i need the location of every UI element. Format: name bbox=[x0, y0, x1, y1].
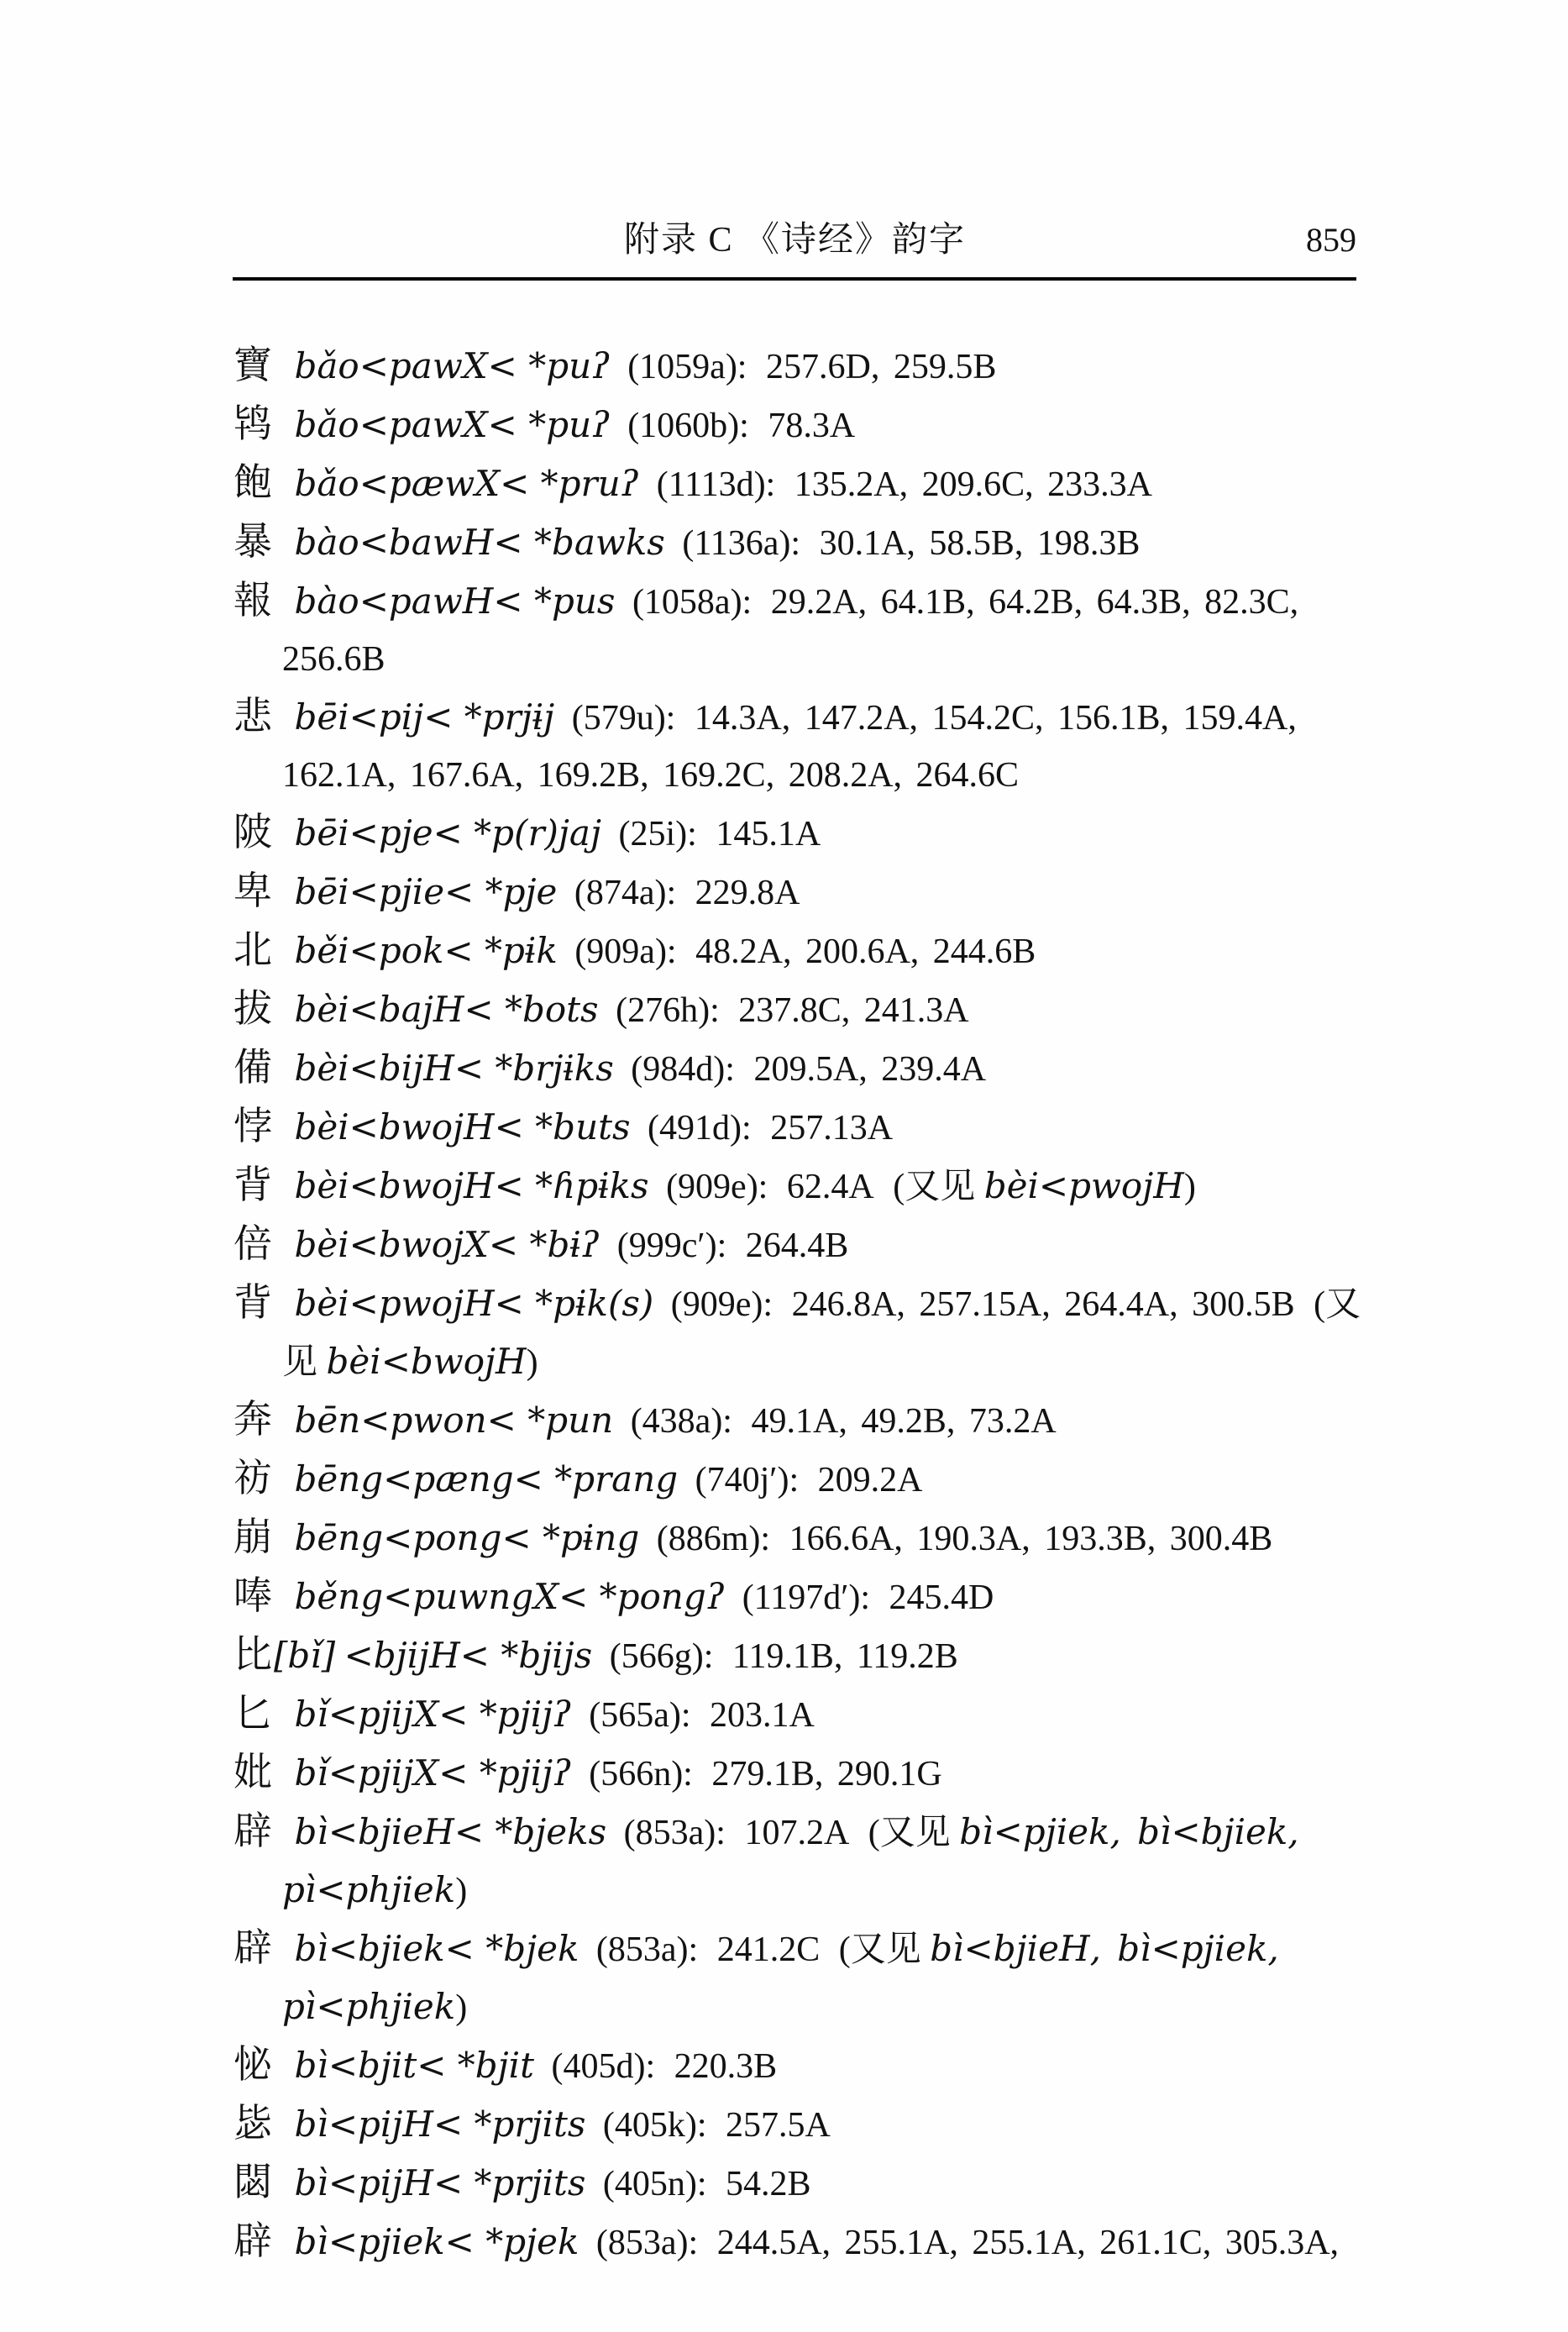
entry-references: 279.1B, 290.1G bbox=[711, 1755, 942, 1794]
entry-gsr-code: (886m): bbox=[656, 1520, 771, 1558]
entry-headword: 北 bbox=[233, 928, 272, 971]
entry-row bbox=[233, 1450, 1376, 1509]
entry-pronunciation: bǐ<pjijX< *pjijʔ bbox=[294, 1752, 572, 1794]
entry-gsr-code: (566n): bbox=[589, 1755, 693, 1794]
entry-pronunciation: bì<bjieH< *bjeks bbox=[294, 1811, 607, 1852]
entry-pronunciation: bēng<pæng< *prang bbox=[294, 1458, 679, 1500]
entry-row bbox=[233, 922, 1376, 980]
entry-references: 107.2A bbox=[744, 1814, 850, 1852]
entry-gsr-code: (1058a): bbox=[632, 583, 753, 622]
entry-gsr-code: (984d): bbox=[631, 1050, 735, 1089]
entry-headword: 唪 bbox=[233, 1574, 272, 1617]
entry-references: 246.8A, 257.15A, 264.4A, 300.5B bbox=[791, 1285, 1295, 1324]
crossref-note-pronunciations: bì<pjiek, bì<bjiek, pì<phjiek bbox=[282, 1811, 1299, 1910]
entry-references: 145.1A bbox=[716, 815, 821, 853]
entry-row bbox=[233, 1685, 1376, 1744]
entry-references: 29.2A, 64.1B, 64.2B, 64.3B, 82.3C, 256.6B bbox=[282, 583, 1299, 679]
entry-gsr-code: (1060b): bbox=[627, 407, 749, 445]
entry-row bbox=[233, 1039, 1376, 1098]
entry-gsr-code: (1136a): bbox=[682, 524, 801, 563]
entry-references: 264.4B bbox=[745, 1226, 849, 1265]
entry-headword: 陂 bbox=[233, 811, 272, 853]
entry-pronunciation: bèi<bijH< *brjɨks bbox=[294, 1048, 614, 1089]
entry-pronunciation: bǎo<pæwX< *pruʔ bbox=[294, 463, 640, 504]
entry-pronunciation: bǎo<pawX< *puʔ bbox=[294, 345, 611, 386]
entry-references: 203.1A bbox=[710, 1696, 815, 1735]
entry-pronunciation: bèi<bwojX< *bɨʔ bbox=[294, 1224, 600, 1265]
entry-row bbox=[233, 804, 1376, 863]
entry-gsr-code: (438a): bbox=[630, 1402, 732, 1441]
entry-row bbox=[233, 1744, 1376, 1803]
entry-headword: 報 bbox=[233, 579, 272, 622]
entry-references: 237.8C, 241.3A bbox=[738, 991, 969, 1030]
entry-gsr-code: (405d): bbox=[551, 2047, 656, 2086]
entry-row bbox=[233, 396, 1376, 454]
entry-gsr-code: (276h): bbox=[616, 991, 720, 1030]
crossref-note-pronunciations: bèi<bwojH bbox=[326, 1341, 527, 1382]
entry-row bbox=[233, 1391, 1376, 1450]
crossref-note-prefix: (又见 bbox=[893, 1168, 984, 1206]
entry-row bbox=[233, 572, 1376, 688]
entry-gsr-code: (565a): bbox=[589, 1696, 691, 1735]
entry-row bbox=[233, 2036, 1376, 2095]
entry-row bbox=[233, 863, 1376, 922]
entry-references: 166.6A, 190.3A, 193.3B, 300.4B bbox=[789, 1520, 1273, 1558]
entry-row bbox=[233, 337, 1376, 396]
entry-headword: 辟 bbox=[233, 2219, 272, 2262]
entry-references: 229.8A bbox=[695, 874, 800, 912]
entry-references: 257.6D, 259.5B bbox=[765, 348, 997, 386]
entry-headword: 悖 bbox=[233, 1105, 272, 1148]
entry-headword: 崩 bbox=[233, 1515, 272, 1558]
entry-headword: 寶 bbox=[233, 344, 272, 386]
entry-pronunciation: bì<pjiek< *pjek bbox=[294, 2221, 579, 2262]
entry-row bbox=[233, 2213, 1376, 2272]
entry-pronunciation: bì<pijH< *prjits bbox=[294, 2162, 586, 2203]
entry-references: 54.2B bbox=[726, 2165, 811, 2203]
entry-headword: 卑 bbox=[233, 869, 272, 912]
entry-gsr-code: (1113d): bbox=[656, 465, 776, 504]
entry-gsr-code: (853a): bbox=[595, 2224, 699, 2262]
crossref-note-prefix: (又见 bbox=[838, 1930, 931, 1969]
entry-gsr-code: (1197d′): bbox=[742, 1578, 871, 1617]
entry-pronunciation: bì<bjiek< *bjek bbox=[294, 1928, 579, 1969]
entry-gsr-code: (566g): bbox=[609, 1637, 714, 1676]
entry-gsr-code: (405k): bbox=[602, 2106, 707, 2145]
header-divider bbox=[233, 277, 1356, 281]
entry-references: 257.13A bbox=[770, 1109, 894, 1148]
entry-headword: 鸨 bbox=[233, 402, 272, 445]
entry-references: 119.1B, 119.2B bbox=[732, 1637, 958, 1676]
entry-pronunciation: bào<pawH< *pus bbox=[294, 580, 616, 622]
entry-row bbox=[233, 2095, 1376, 2154]
entry-gsr-code: (1059a): bbox=[627, 348, 747, 386]
entry-pronunciation: bèi<bajH< *bots bbox=[294, 989, 599, 1030]
entry-row bbox=[233, 454, 1376, 513]
entry-pronunciation: bèi<bwojH< *ɦpɨks bbox=[294, 1165, 649, 1206]
entry-headword: 辟 bbox=[233, 1926, 272, 1969]
entry-gsr-code: (909e): bbox=[670, 1285, 774, 1324]
entry-headword: 悲 bbox=[233, 695, 272, 738]
entry-references: 78.3A bbox=[768, 407, 856, 445]
entry-crossref-note bbox=[893, 1165, 1196, 1206]
entry-headword: 毖 bbox=[233, 2102, 272, 2145]
crossref-note-pronunciations: bèi<pwojH bbox=[983, 1165, 1184, 1206]
entry-gsr-code: (909a): bbox=[574, 932, 677, 971]
entry-headword: 拔 bbox=[233, 987, 272, 1030]
entry-headword: 妣 bbox=[233, 1751, 272, 1794]
entry-references: 220.3B bbox=[674, 2047, 778, 2086]
entry-row bbox=[233, 1568, 1376, 1626]
crossref-note-suffix: ) bbox=[1183, 1168, 1196, 1206]
entry-references: 245.4D bbox=[889, 1578, 994, 1617]
entry-pronunciation: bǎo<pawX< *puʔ bbox=[294, 404, 611, 445]
entry-pronunciation: bèi<bwojH< *buts bbox=[294, 1106, 631, 1148]
entry-pronunciation: bì<pijH< *prjits bbox=[294, 2104, 586, 2145]
entry-pronunciation: bǐ<pjijX< *pjijʔ bbox=[294, 1694, 572, 1735]
entry-headword: 辟 bbox=[233, 1809, 272, 1852]
entry-row bbox=[233, 688, 1376, 804]
entry-references: 135.2A, 209.6C, 233.3A bbox=[794, 465, 1152, 504]
entry-row bbox=[233, 1274, 1376, 1391]
entry-row bbox=[233, 980, 1376, 1039]
entry-pronunciation: bèi<pwojH< *pɨk(s) bbox=[294, 1283, 654, 1324]
entry-pronunciation: běng<puwngX< *pongʔ bbox=[294, 1576, 726, 1617]
entry-headword: 比 bbox=[233, 1633, 272, 1676]
entry-references: 257.5A bbox=[726, 2106, 831, 2145]
entry-row bbox=[233, 2154, 1376, 2213]
crossref-note-suffix: ) bbox=[455, 1988, 468, 2027]
entry-gsr-code: (853a): bbox=[595, 1930, 699, 1969]
entry-references: 14.3A, 147.2A, 154.2C, 156.1B, 159.4A, 162.1A, 167.6A, 169.2B, 169.2C, 208.2A, 264.6C bbox=[282, 699, 1297, 795]
entry-headword: 閟 bbox=[233, 2161, 272, 2203]
entry-references: 244.5A, 255.1A, 255.1A, 261.1C, 305.3A, bbox=[716, 2224, 1340, 2262]
entry-headword: 奔 bbox=[233, 1398, 272, 1441]
crossref-note-prefix: (又见 bbox=[282, 1285, 1361, 1382]
entry-row bbox=[233, 1803, 1376, 1920]
entry-headword: 背 bbox=[233, 1163, 272, 1206]
entry-headword: 備 bbox=[233, 1046, 272, 1089]
entry-references: 241.2C bbox=[716, 1930, 821, 1969]
entry-row bbox=[233, 1920, 1376, 2036]
entry-gsr-code: (874a): bbox=[574, 874, 677, 912]
entry-gsr-code: (579u): bbox=[571, 699, 676, 738]
entry-gsr-code: (909e): bbox=[666, 1168, 768, 1206]
entry-references: 62.4A bbox=[786, 1168, 874, 1206]
crossref-note-prefix: (又见 bbox=[868, 1814, 960, 1852]
entry-row bbox=[233, 1157, 1376, 1216]
entry-row bbox=[233, 513, 1376, 572]
entry-row bbox=[233, 1626, 1376, 1685]
crossref-note-suffix: ) bbox=[526, 1343, 538, 1382]
entry-gsr-code: (491d): bbox=[648, 1109, 752, 1148]
entry-gsr-code: (999c′): bbox=[616, 1226, 727, 1265]
entry-references: 209.2A bbox=[817, 1461, 923, 1500]
entry-gsr-code: (740j′): bbox=[695, 1461, 800, 1500]
entry-gsr-code: (25i): bbox=[618, 815, 697, 853]
entry-pronunciation: bēn<pwon< *pun bbox=[294, 1400, 614, 1441]
entry-list bbox=[233, 337, 1376, 2272]
entry-references: 49.1A, 49.2B, 73.2A bbox=[751, 1402, 1057, 1441]
entry-pronunciation: <bjijH< *bjijs bbox=[343, 1635, 593, 1676]
entry-pronunciation: běi<pok< *pɨk bbox=[294, 930, 558, 971]
entry-headword: 背 bbox=[233, 1281, 272, 1324]
entry-headword: 倍 bbox=[233, 1222, 272, 1265]
entry-row bbox=[233, 1509, 1376, 1568]
crossref-note-suffix: ) bbox=[455, 1872, 468, 1910]
entry-references: 48.2A, 200.6A, 244.6B bbox=[695, 932, 1036, 971]
entry-pronunciation: bēng<pong< *pɨng bbox=[294, 1517, 640, 1558]
entry-gsr-code: (405n): bbox=[602, 2165, 707, 2203]
page-title: 附录 C 《诗经》韵字 bbox=[623, 221, 966, 260]
entry-pronunciation: bào<bawH< *bawks bbox=[294, 522, 665, 563]
crossref-note-pronunciations: bì<bjieH, bì<pjiek, pì<phjiek bbox=[282, 1928, 1279, 2027]
entry-pronunciation: bēi<pij< *prjɨj bbox=[294, 696, 555, 738]
entry-references: 30.1A, 58.5B, 198.3B bbox=[819, 524, 1141, 563]
entry-row bbox=[233, 1098, 1376, 1157]
entry-gsr-code: (853a): bbox=[623, 1814, 726, 1852]
entry-pronunciation: bì<bjit< *bjit bbox=[294, 2045, 534, 2086]
entry-headword: 怭 bbox=[233, 2043, 272, 2086]
entry-pronunciation: bēi<pje< *p(r)jaj bbox=[294, 812, 601, 853]
entry-headword: 暴 bbox=[233, 520, 272, 563]
page-header bbox=[233, 217, 1356, 264]
entry-row bbox=[233, 1216, 1376, 1274]
entry-pinyin-bracket: [bǐ] bbox=[274, 1635, 336, 1676]
page-number: 859 bbox=[1306, 221, 1356, 259]
entry-headword: 匕 bbox=[233, 1692, 272, 1735]
entry-references: 209.5A, 239.4A bbox=[753, 1050, 987, 1089]
entry-headword: 飽 bbox=[233, 461, 272, 504]
entry-pronunciation: bēi<pjie< *pje bbox=[294, 871, 558, 912]
entry-headword: 祊 bbox=[233, 1457, 272, 1500]
